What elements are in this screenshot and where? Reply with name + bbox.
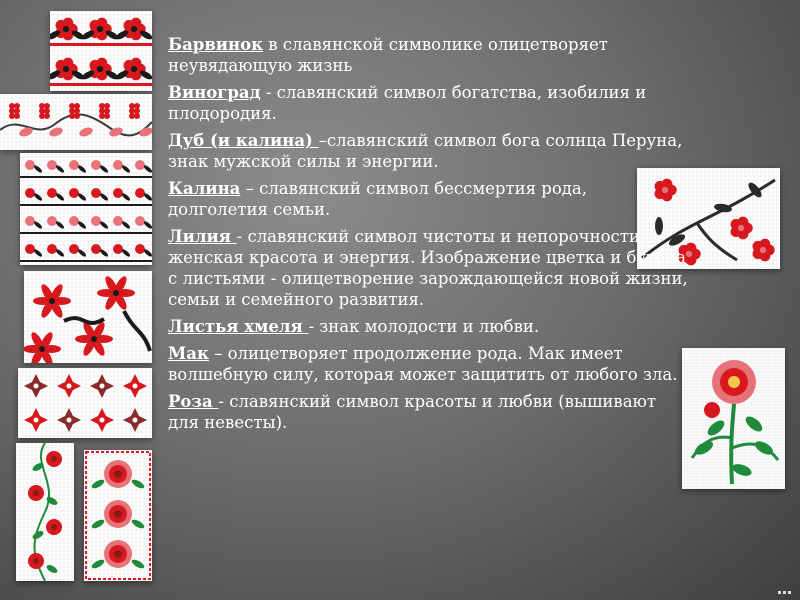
symbol-item-periwinkle (168, 34, 688, 76)
symbol-term: Дуб (и калина) (168, 131, 319, 150)
symbol-term: Калина (168, 179, 241, 198)
symbol-description: - знак молодости и любви. (308, 317, 540, 336)
symbol-item-rose (168, 391, 688, 433)
symbol-item-poppy (168, 343, 688, 385)
symbol-term: Роза (168, 392, 219, 411)
embroidery-poppy-strip-image (16, 443, 74, 581)
symbol-term: Листья хмеля (168, 317, 309, 336)
embroidery-hop-image (18, 368, 152, 438)
embroidery-grape-image (0, 94, 152, 150)
embroidery-lily-image (24, 271, 152, 363)
symbol-description: - славянский символ красоты и любви (вышивают для невесты). (168, 392, 657, 432)
slide-corner-mark (778, 584, 792, 594)
symbol-description: –славянский символ бога солнца Перуна, знак мужской силы и энергии. (168, 131, 683, 171)
symbol-term: Лилия (168, 227, 237, 246)
embroidery-periwinkle-image (50, 11, 152, 91)
embroidery-rose-chart-image (682, 348, 785, 489)
symbol-item-grape (168, 82, 688, 124)
embroidery-oak-viburnum-image (20, 153, 152, 265)
symbol-description: – олицетворяет продолжение рода. Мак имеет волшебную силу, которая может защитить от любого зла. (168, 344, 678, 384)
symbol-item-lily (168, 226, 688, 310)
symbol-term: Барвинок (168, 35, 264, 54)
symbol-item-hop (168, 316, 688, 337)
symbol-term: Мак (168, 344, 209, 363)
symbol-term: Виноград (168, 83, 261, 102)
symbol-description: - славянский символ богатства, изобилия и плодородия. (168, 83, 647, 123)
symbol-description: - славянский символ чистоты и непорочности, женская красота и энергия. Изображение цветка и бутона с листьями - олицетворение зарождающейся новой жизни, семьи и семейного развития. (168, 227, 688, 309)
symbol-description: в славянской символике олицетворяет неувядающую жизнь (168, 35, 608, 75)
symbol-list (168, 34, 688, 439)
symbol-item-oak (168, 130, 688, 172)
embroidery-rose-panel-image (84, 450, 152, 581)
symbol-description: – славянский символ бессмертия рода, долголетия семьи. (168, 179, 588, 219)
symbol-item-viburnum (168, 178, 688, 220)
